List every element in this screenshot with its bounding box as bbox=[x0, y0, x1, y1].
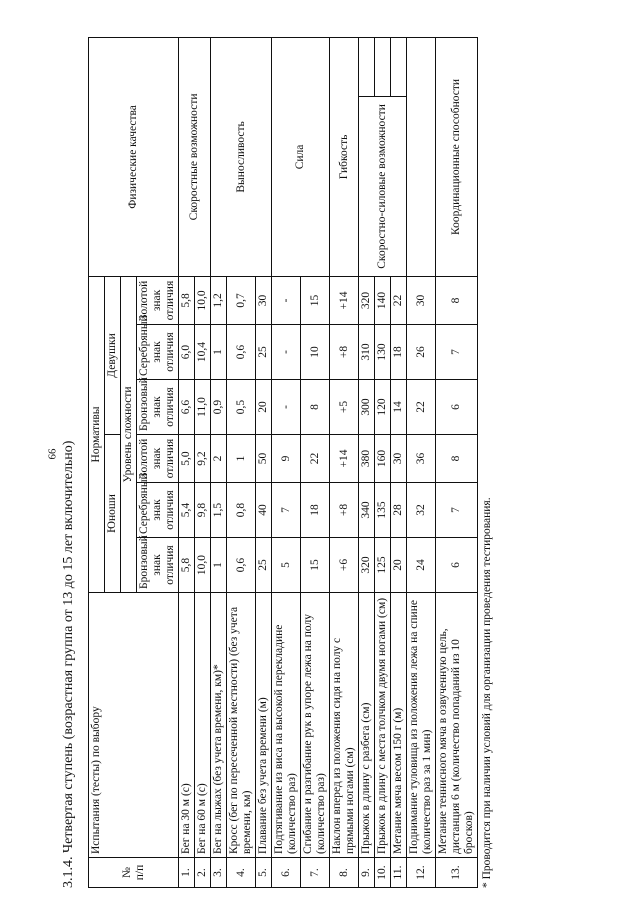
value-cell: 22 bbox=[407, 380, 436, 435]
value-cell: +6 bbox=[330, 538, 359, 593]
quality-strength: Сила bbox=[272, 37, 330, 276]
value-cell: 1 bbox=[211, 325, 227, 380]
value-cell: 1,2 bbox=[211, 276, 227, 324]
row-number: 2. bbox=[195, 858, 211, 888]
test-name: Кросс (бег по пересеченной местности) (без учета времени, км) bbox=[227, 593, 256, 858]
row-number: 11. bbox=[391, 858, 407, 888]
value-cell: 28 bbox=[391, 483, 407, 538]
table-row bbox=[359, 37, 375, 887]
header-girls: Девушки bbox=[105, 276, 121, 434]
value-cell: 10,0 bbox=[195, 276, 211, 324]
row-number: 13. bbox=[436, 858, 478, 888]
value-cell: 30 bbox=[256, 276, 272, 324]
value-cell: +5 bbox=[330, 380, 359, 435]
value-cell: 6 bbox=[436, 380, 478, 435]
table-row bbox=[330, 37, 359, 887]
row-number: 4. bbox=[227, 858, 256, 888]
value-cell: 7 bbox=[436, 483, 478, 538]
table-row bbox=[211, 37, 227, 887]
value-cell: 320 bbox=[359, 538, 375, 593]
value-cell: 120 bbox=[375, 380, 391, 435]
value-cell: 50 bbox=[256, 435, 272, 483]
value-cell: 5,0 bbox=[179, 435, 195, 483]
value-cell: 20 bbox=[256, 380, 272, 435]
value-cell: +8 bbox=[330, 325, 359, 380]
value-cell: 1 bbox=[211, 538, 227, 593]
value-cell: 25 bbox=[256, 538, 272, 593]
value-cell: 160 bbox=[375, 435, 391, 483]
header-boys-bronze: Бронзовый знак отличия bbox=[137, 538, 179, 593]
header-test: Испытания (тесты) по выбору bbox=[89, 593, 179, 858]
value-cell: 0,9 bbox=[211, 380, 227, 435]
value-cell: 140 bbox=[375, 276, 391, 324]
value-cell: 30 bbox=[407, 276, 436, 324]
value-cell: 0,8 bbox=[227, 483, 256, 538]
value-cell: 5 bbox=[272, 538, 301, 593]
quality-endurance: Выносливость bbox=[211, 37, 272, 276]
table-row bbox=[436, 37, 478, 887]
header-boys-silver: Серебряный знак отличия bbox=[137, 483, 179, 538]
value-cell: 1,5 bbox=[211, 483, 227, 538]
test-name: Поднимание туловища из положения лежа на спине (количество раз за 1 мин) bbox=[407, 593, 436, 858]
value-cell: 10,0 bbox=[195, 538, 211, 593]
value-cell: 6,0 bbox=[179, 325, 195, 380]
header-girls-gold: Золотой знак отличия bbox=[137, 276, 179, 324]
value-cell: 9,2 bbox=[195, 435, 211, 483]
value-cell: 7 bbox=[436, 325, 478, 380]
row-number: 8. bbox=[330, 858, 359, 888]
test-name: Сгибание и разгибание рук в упоре лежа на полу (количество раз) bbox=[301, 593, 330, 858]
value-cell: 20 bbox=[391, 538, 407, 593]
value-cell: 22 bbox=[301, 435, 330, 483]
header-norms: Нормативы bbox=[89, 276, 105, 592]
table-row bbox=[272, 37, 301, 887]
value-cell: 2 bbox=[211, 435, 227, 483]
quality-coordination: Координационные способности bbox=[436, 37, 478, 276]
test-name: Бег на 30 м (с) bbox=[179, 593, 195, 858]
header-num: № п/п bbox=[89, 858, 179, 888]
test-name: Метание теннисного мяча в озвученную цель, дистанция 6 м (количество попаданий из 10 бросков) bbox=[436, 593, 478, 858]
header-boys-gold: Золотой знак отличия bbox=[137, 435, 179, 483]
test-name: Метание мяча весом 150 г (м) bbox=[391, 593, 407, 858]
row-number: 12. bbox=[407, 858, 436, 888]
value-cell: 10,4 bbox=[195, 325, 211, 380]
quality-flexibility: Гибкость bbox=[330, 37, 359, 276]
value-cell: 14 bbox=[391, 380, 407, 435]
quality-speed: Скоростные возможности bbox=[179, 37, 211, 276]
header-boys: Юноши bbox=[105, 435, 121, 593]
value-cell: +8 bbox=[330, 483, 359, 538]
row-number: 9. bbox=[359, 858, 375, 888]
value-cell: 125 bbox=[375, 538, 391, 593]
row-number: 10. bbox=[375, 858, 391, 888]
value-cell: 10 bbox=[301, 325, 330, 380]
value-cell: 15 bbox=[301, 538, 330, 593]
value-cell: 0,5 bbox=[227, 380, 256, 435]
value-cell: 6,6 bbox=[179, 380, 195, 435]
value-cell: 25 bbox=[256, 325, 272, 380]
row-number: 7. bbox=[301, 858, 330, 888]
value-cell: 300 bbox=[359, 380, 375, 435]
page-number: 99 bbox=[45, 448, 58, 460]
test-name: Бег на лыжах (без учета времени, км)* bbox=[211, 593, 227, 858]
value-cell: - bbox=[272, 276, 301, 324]
value-cell: 320 bbox=[359, 276, 375, 324]
table-row bbox=[407, 37, 436, 887]
value-cell: 15 bbox=[301, 276, 330, 324]
table-row bbox=[179, 37, 195, 887]
value-cell: 380 bbox=[359, 435, 375, 483]
row-number: 5. bbox=[256, 858, 272, 888]
row-number: 1. bbox=[179, 858, 195, 888]
value-cell: 1 bbox=[227, 435, 256, 483]
value-cell: 8 bbox=[436, 276, 478, 324]
value-cell: 130 bbox=[375, 325, 391, 380]
value-cell: 0,7 bbox=[227, 276, 256, 324]
test-name: Прыжок в длину с разбега (см) bbox=[359, 593, 375, 858]
value-cell: 7 bbox=[272, 483, 301, 538]
value-cell: 22 bbox=[391, 276, 407, 324]
value-cell: 8 bbox=[301, 380, 330, 435]
value-cell: +14 bbox=[330, 276, 359, 324]
rotated-page-content bbox=[60, 23, 615, 888]
value-cell: 18 bbox=[391, 325, 407, 380]
value-cell: +14 bbox=[330, 435, 359, 483]
value-cell: 5,8 bbox=[179, 276, 195, 324]
test-name: Плавание без учета времени (м) bbox=[256, 593, 272, 858]
row-number: 6. bbox=[272, 858, 301, 888]
value-cell: 8 bbox=[436, 435, 478, 483]
value-cell: - bbox=[272, 325, 301, 380]
quality-speed-strength: Скоростно-силовые возможности bbox=[359, 96, 407, 276]
value-cell: 5,8 bbox=[179, 538, 195, 593]
value-cell: 135 bbox=[375, 483, 391, 538]
value-cell: 0,6 bbox=[227, 538, 256, 593]
test-name: Бег на 60 м (с) bbox=[195, 593, 211, 858]
value-cell: 18 bbox=[301, 483, 330, 538]
header-girls-silver: Серебряный знак отличия bbox=[137, 325, 179, 380]
value-cell: 26 bbox=[407, 325, 436, 380]
test-name: Подтягивание из виса на высокой перекладине (количество раз) bbox=[272, 593, 301, 858]
header-girls-bronze: Бронзовый знак отличия bbox=[137, 380, 179, 435]
value-cell: - bbox=[272, 380, 301, 435]
value-cell: 32 bbox=[407, 483, 436, 538]
footnote: * Проводится при наличии условий для организации проведения тестирования. bbox=[481, 497, 493, 888]
value-cell: 310 bbox=[359, 325, 375, 380]
value-cell: 9 bbox=[272, 435, 301, 483]
value-cell: 5,4 bbox=[179, 483, 195, 538]
value-cell: 340 bbox=[359, 483, 375, 538]
value-cell: 40 bbox=[256, 483, 272, 538]
norms-table bbox=[88, 37, 478, 888]
empty-cell bbox=[359, 37, 375, 96]
empty-cell bbox=[375, 37, 391, 96]
value-cell: 36 bbox=[407, 435, 436, 483]
row-number: 3. bbox=[211, 858, 227, 888]
empty-cell bbox=[407, 37, 436, 276]
header-level: Уровень сложности bbox=[121, 276, 137, 592]
section-title: 3.1.4. Четвертая ступень (возрастная группа от 13 до 15 лет включительно) bbox=[61, 440, 76, 888]
value-cell: 0,6 bbox=[227, 325, 256, 380]
value-cell: 9,8 bbox=[195, 483, 211, 538]
value-cell: 11,0 bbox=[195, 380, 211, 435]
value-cell: 6 bbox=[436, 538, 478, 593]
empty-cell bbox=[391, 37, 407, 96]
value-cell: 24 bbox=[407, 538, 436, 593]
value-cell: 30 bbox=[391, 435, 407, 483]
header-qualities: Физические качества bbox=[89, 37, 179, 276]
test-name: Прыжок в длину с места толчком двумя ногами (см) bbox=[375, 593, 391, 858]
test-name: Наклон вперед из положения сидя на полу с прямыми ногами (см) bbox=[330, 593, 359, 858]
